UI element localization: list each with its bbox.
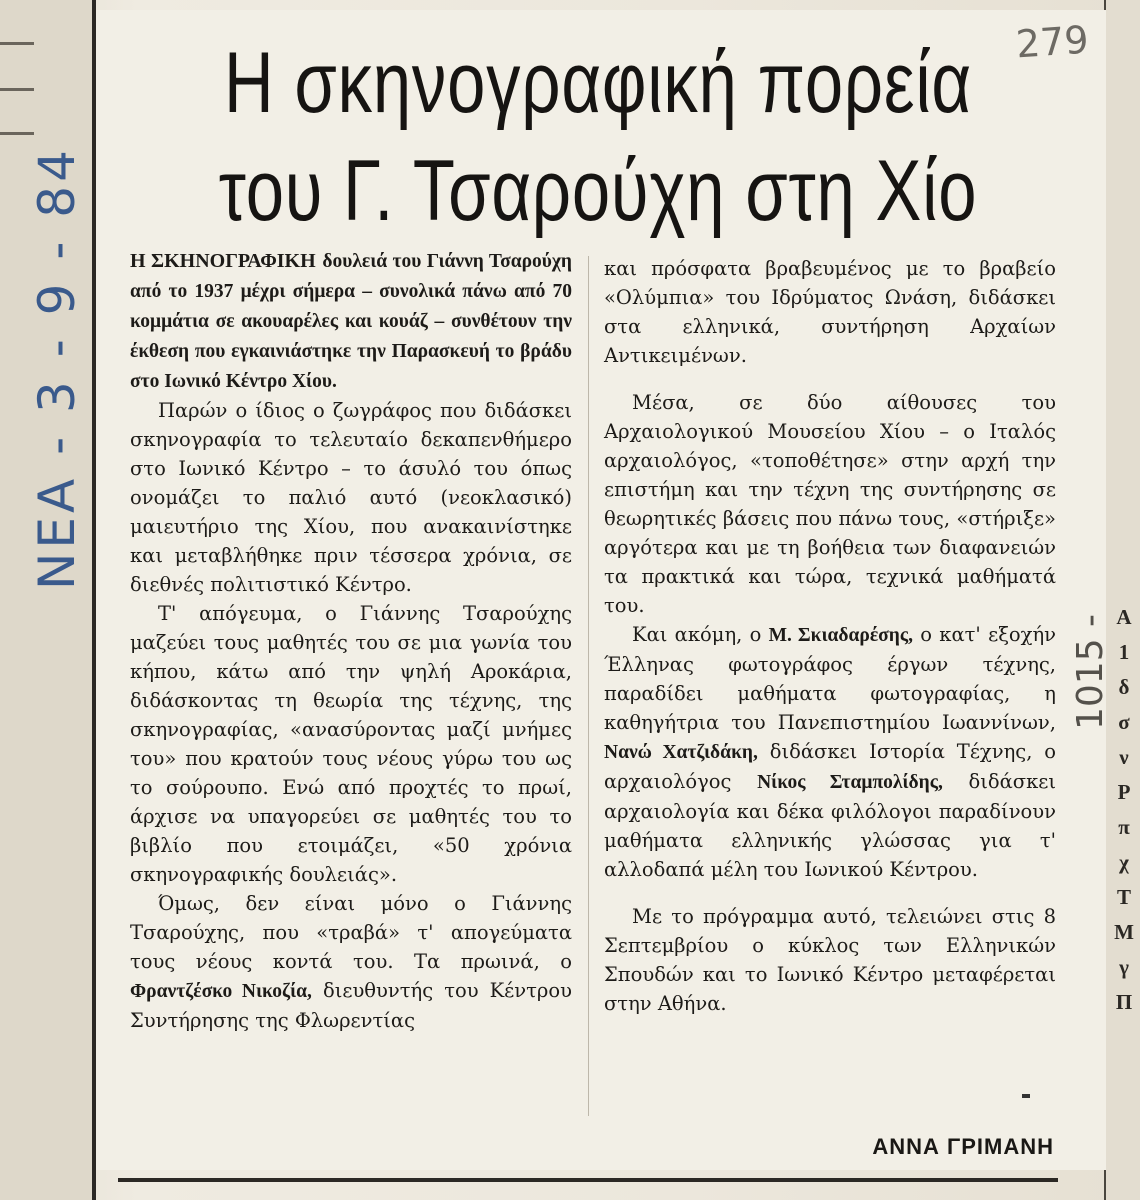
text-run: ο κατ' εξοχήν Έλληνας φωτογράφος έργων τέχνης, παραδίδει μαθήματα φωτογραφίας, η καθηγήτρια του Πανεπιστημίου Ιωαννίνων, xyxy=(604,623,1057,734)
edge-letter: Τ xyxy=(1116,885,1131,909)
paragraph: Με το πρόγραμμα αυτό, τελειώνει στις 8 Σεπτεμβρίου ο κύκλος των Ελληνικών Σπουδών και το Ιωνικό Κέντρο μεταφέρεται στην Αθήνα. xyxy=(604,905,1056,1015)
paragraph: Τ' απόγευμα, ο Γιάννης Τσαρούχης μαζεύει τους μαθητές του σε μια γωνία του κήπου, κάτω από την ψηλή Αροκάρια, διδάσκοντας τη θεωρία της τέχνης, της σκηνογραφίας, «ανασύροντας μαζί μνήμες του» που κρατούν τους νέους γύρω του ως το σούρουπο. Ενώ από προχτές το πρωί, άρχισε να υπαγορεύει σε μαθητές του το βιβλίο που ετοιμάζει, «50 χρόνια σκηνογραφικής δουλειάς». xyxy=(130,602,572,886)
paragraph: και πρόσφατα βραβευμένος με το βραβείο «Ολύμπια» του Ιδρύματος Ωνάση, διδάσκει στα ελληνικά, συντήρηση Αρχαίων Αντικειμένων. xyxy=(604,257,1056,367)
edge-letter: ν xyxy=(1119,745,1129,769)
edge-letter: 1 xyxy=(1118,640,1130,664)
ink-mark xyxy=(1022,1094,1030,1098)
handwritten-number: 279 xyxy=(1014,17,1090,67)
author-signature: ΑΝΝΑ ΓΡΙΜΑΝΗ xyxy=(872,1134,1054,1159)
text-run: διδάσκει αρχαιολογία και δέκα φιλόλογοι παραδίνουν μαθήματα ελληνικής γλώσσας για τ' αλλοδαπά μέλη του Ιωνικού Κέντρου. xyxy=(604,770,1057,881)
edge-letter: σ xyxy=(1118,710,1130,734)
strip-line xyxy=(0,88,34,91)
lead-text: δουλειά του Γιάννη Τσαρούχη από το 1937 μέχρι σήμερα – συνολικά πάνω από 70 κομμάτια σε ακουαρέλες και κουάζ – συνθέτουν την έκθεση που εγκαινιάστηκε την Παρασκευή το βράδυ στο Ιωνικό Κέντρο Χίου. xyxy=(130,251,572,392)
person-name: Μ. Σκιαδαρέσης, xyxy=(768,625,913,646)
strip-line xyxy=(0,132,34,135)
handwritten-note: 1015 - xyxy=(1070,613,1111,730)
text-run: Και ακόμη, ο xyxy=(632,623,762,646)
text-run: Όμως, δεν είναι μόνο ο Γιάννης Τσαρούχης, που «τραβά» τ' απογεύματα τους νέους κοντά του. Τα πρωινά, ο xyxy=(130,892,572,973)
right-adjacent-strip xyxy=(1104,0,1140,1200)
person-name: Νανώ Χατζιδάκη, xyxy=(604,742,758,763)
paragraph: Μέσα, σε δύο αίθουσες του Αρχαιολογικού Μουσείου Χίου – ο Ιταλός αρχαιολόγος, «τοποθέτησε» στην αρχή την επιστήμη και την τέχνη της συντήρησης σε θεωρητικές βάσεις που πάνω τους, «στήριξε» αργότερα και με τη βοήθεια των διαφανειών τα πρακτικά και τώρα, τεχνικά μαθήματά του. xyxy=(604,391,1056,617)
strip-line xyxy=(0,42,34,45)
paragraph xyxy=(130,889,572,1035)
bottom-rule xyxy=(118,1178,1058,1182)
text-run: διευθυντής του Κέντρου Συντήρησης της Φλωρεντίας xyxy=(130,979,572,1032)
edge-letter: Π xyxy=(1115,990,1133,1014)
lead-caps: Η ΣΚΗΝΟΓΡΑΦΙΚΗ xyxy=(130,250,316,272)
edge-letter: Α xyxy=(1116,605,1132,629)
edge-letter: γ xyxy=(1119,955,1129,979)
edge-letter: δ xyxy=(1118,675,1130,699)
handwritten-date: ΝΕΑ - 3 - 9 - 84 xyxy=(28,146,86,590)
person-name: Νίκος Σταμπολίδης, xyxy=(757,772,943,793)
headline-line-2: του Γ. Τσαρούχη στη Χίο xyxy=(218,143,978,239)
right-edge-letters xyxy=(1112,600,1136,1020)
paragraph: Παρών ο ίδιος ο ζωγράφος που διδάσκει σκηνογραφία το τελευταίο δεκαπενθήμερο στο Ιωνικό Κέντρο – το άσυλό του όπως ονομάζει το παλιό αυτό (νεοκλασικό) μαιευτήριο της Χίου, που ανακαινίστηκε και μεταβλήθηκε πριν τέσσερα χρόνια, σε διεθνές πολιτιστικό Κέντρο. xyxy=(130,399,572,596)
paragraph-lead xyxy=(130,246,572,396)
column-divider xyxy=(588,256,589,1116)
text-run: διδάσκει Ιστορία Τέχνης, ο αρχαιολόγος xyxy=(604,740,1056,793)
headline-line-1: Η σκηνογραφική πορεία xyxy=(223,35,973,131)
person-name: Φραντζέσκο Νικοζία, xyxy=(130,981,312,1002)
article-column-right xyxy=(604,254,1056,1018)
article-column-left xyxy=(130,246,572,1035)
edge-letter: Ρ xyxy=(1117,780,1131,804)
edge-letter: Μ xyxy=(1114,920,1134,944)
edge-letter: χ xyxy=(1119,850,1129,874)
paragraph xyxy=(604,620,1056,884)
edge-letter: π xyxy=(1118,815,1130,839)
